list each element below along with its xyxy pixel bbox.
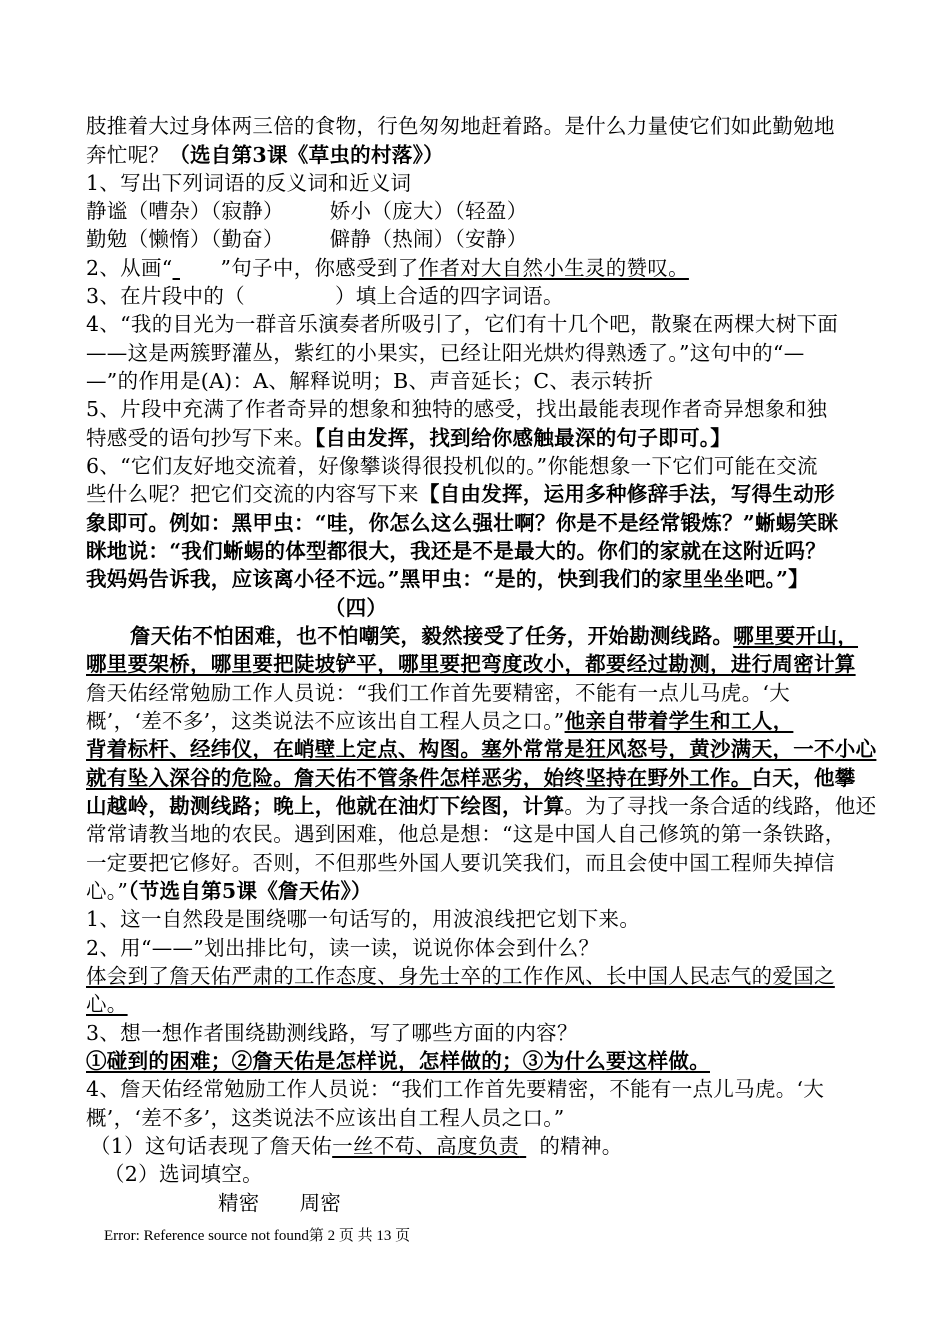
question-line: 1、这一自然段是围绕哪一句话写的，用波浪线把它划下来。	[86, 907, 641, 931]
question-line: 些什么呢？把它们交流的内容写下来【自由发挥，运用多种修辞手法，写得生动形	[86, 482, 835, 506]
page-footer: Error: Reference source not found第 2 页 共 13 页	[104, 1228, 411, 1244]
question-line: 6、“它们友好地交流着，好像攀谈得很投机似的。”你能想象一下它们可能在交流	[86, 454, 818, 478]
question-line: （2）选词填空。	[104, 1162, 263, 1186]
answer-text: 作者对大自然小生灵的赞叹。	[418, 256, 689, 280]
word-pairs-row: 勤勉（懒惰）（勤奋） 僻静（热闹）（安静）	[86, 227, 528, 251]
passage-line: 常常请教当地的农民。遇到困难，他总是想：“这是中国人自己修筑的第一条铁路，	[86, 822, 846, 846]
passage-line: 背着标杆、经纬仪，在峭壁上定点、构图。塞外常常是狂风怒号，黄沙满天，一不小心	[86, 737, 877, 761]
answer-line: 心。	[86, 992, 128, 1016]
question-line: 3、在片段中的（ ）填上合适的四字词语。	[86, 284, 564, 308]
passage-line: 山越岭，勘测线路；晚上，他就在油灯下绘图，计算。为了寻找一条合适的线路，他还	[86, 794, 877, 818]
word-pairs-row: 静谧（嘈杂）（寂静） 娇小（庞大）（轻盈）	[86, 199, 528, 223]
word-choices: 精密 周密	[218, 1191, 342, 1215]
question-line: —”的作用是(A)：A、解释说明；B、声音延长；C、表示转折	[86, 369, 654, 393]
passage-line: 詹天佑经常勉励工作人员说：“我们工作首先要精密，不能有一点儿马虎。‘大	[86, 681, 790, 705]
question-line: 概’，‘差不多’，这类说法不应该出自工程人员之口。”	[86, 1106, 565, 1130]
passage-line: 概’，‘差不多’，这类说法不应该出自工程人员之口。”他亲自带着学生和工人，	[86, 709, 794, 733]
question-line: 3、想一想作者围绕勘测线路，写了哪些方面的内容？	[86, 1021, 578, 1045]
question-line: 5、片段中充满了作者奇异的想象和独特的感受，找出最能表现作者奇异想象和独	[86, 397, 828, 421]
question-line: 4、“我的目光为一群音乐演奏者所吸引了，它们有十几个吧，散聚在两棵大树下面	[86, 312, 839, 336]
passage-line: 心。”（节选自第5课《詹天佑》）	[86, 879, 372, 903]
source-note: （选自第3课《草虫的村落》）	[169, 143, 444, 167]
question-heading: 1、写出下列词语的反义词和近义词	[86, 171, 412, 195]
text-line: 肢推着大过身体两三倍的食物，行色匆匆地赶着路。是什么力量使它们如此勤勉地	[86, 114, 835, 138]
question-line: 特感受的语句抄写下来。【自由发挥，找到给你感触最深的句子即可。】	[86, 426, 732, 450]
answer-line: 象即可。例如：黑甲虫：“哇，你怎么这么强壮啊？你是不是经常锻炼？”蜥蜴笑眯	[86, 511, 839, 535]
answer-text: 一丝不苟、高度负责	[332, 1134, 520, 1158]
answer-line: 体会到了詹天佑严肃的工作态度、身先士卒的工作作风、长中国人民志气的爱国之	[86, 964, 835, 988]
passage-line: 就有坠入深谷的危险。詹天佑不管条件怎样恶劣，始终坚持在野外工作。白天，他攀	[86, 766, 856, 790]
text-line: 奔忙呢？（选自第3课《草虫的村落》）	[86, 143, 444, 167]
passage-line: 詹天佑不怕困难，也不怕嘲笑，毅然接受了任务，开始勘测线路。哪里要开山，	[130, 624, 859, 648]
question-line: 4、詹天佑经常勉励工作人员说：“我们工作首先要精密，不能有一点儿马虎。‘大	[86, 1077, 825, 1101]
question-line: （1）这句话表现了詹天佑一丝不苟、高度负责 的精神。	[90, 1134, 623, 1158]
source-note: （节选自第5课《詹天佑》）	[128, 879, 372, 903]
answer-line: ①碰到的困难；②詹天佑是怎样说，怎样做的；③为什么要这样做。	[86, 1049, 710, 1073]
section-heading: （四）	[324, 596, 388, 620]
question-line: ——这是两簇野灌丛，紫红的小果实，已经让阳光烘灼得熟透了。”这句中的“—	[86, 341, 805, 365]
answer-text: 【自由发挥，运用多种修辞手法，写得生动形	[418, 482, 835, 506]
answer-line: 眯地说：“我们蜥蜴的体型都很大，我还是不是最大的。你们的家就在这附近吗？	[86, 539, 827, 563]
question-line: 2、用“——”划出排比句，读一读，说说你体会到什么？	[86, 936, 600, 960]
answer-text: 【自由发挥，找到给你感触最深的句子即可。】	[314, 426, 732, 450]
question-line: 2、从画“ ”句子中，你感受到了作者对大自然小生灵的赞叹。	[86, 256, 689, 280]
answer-line: 我妈妈告诉我，应该离小径不远。”黑甲虫：“是的，快到我们的家里坐坐吧。”】	[86, 567, 809, 591]
passage-line: 哪里要架桥，哪里要把陡坡铲平，哪里要把弯度改小，都要经过勘测，进行周密计算	[86, 652, 856, 676]
passage-line: 一定要把它修好。否则，不但那些外国人要讥笑我们，而且会使中国工程师失掉信	[86, 851, 835, 875]
